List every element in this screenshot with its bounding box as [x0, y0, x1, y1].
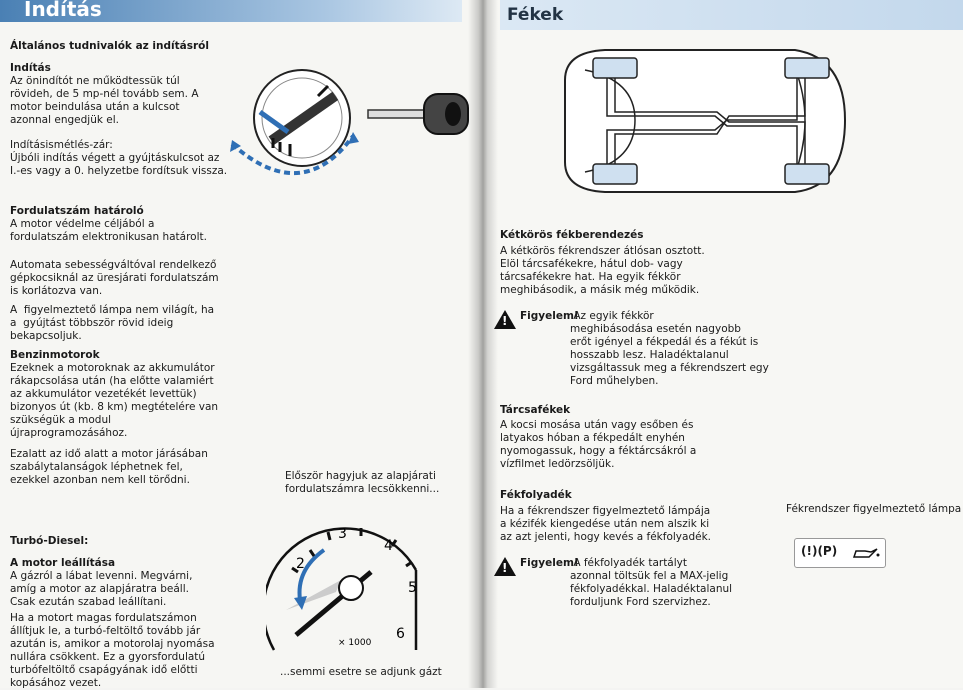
left-page-title: Indítás [24, 0, 102, 21]
section-heading: A motor leállítása [10, 557, 116, 569]
warning-text: A fékfolyadék tartályt azonnal töltsük fel a MAX-jelig fékfolyadékkal. Haladéktalanul forduljunk Ford szervizhez. [570, 557, 733, 608]
section-text: Ha a motort magas fordulatszámon állítjuk le, a turbó-feltöltő tovább jár azután is, amikor a motorolaj nyomása nullára csökkent. Ez a gyorsfordulatú turbófeltöltő csapágyának idő előtti kopásához vezet. [10, 612, 215, 689]
warning-text: Az egyik fékkör meghibásodása esetén nagyobb erőt igényel a fékpedál és a fékút is hosszabb lesz. Haladéktalanul vizsgáltassuk meg a fékrendszert egy Ford műhelyben. [570, 310, 769, 387]
right-page-title: Fékek [507, 5, 564, 25]
left-subtitle: Általános tudnivalók az indításról [10, 40, 209, 52]
tachometer-caption-top: Először hagyjuk az alapjárati fordulatszámra lecsökkenni... [285, 470, 440, 495]
tacho-unit-label: × 1000 [338, 638, 372, 648]
brake-lamp-symbol: (!)(P) [801, 544, 838, 558]
section-heading: Tárcsafékek [500, 404, 571, 416]
section-text: A motor védelme céljából a fordulatszám elektronikusan határolt. [10, 218, 207, 243]
section-text: Automata sebességváltóval rendelkező gépkocsiknál az üresjárati fordulatszám is korlátozva van. [10, 259, 219, 297]
section-text: Ha a fékrendszer figyelmeztető lámpája a kézifék kiengedése után nem alszik ki az azt jelenti, hogy kevés a fékfolyadék. [500, 505, 711, 543]
section-text: A kétkörös fékrendszer átlósan osztott. Elöl tárcsafékekre, hátul dob- vagy tárcsafékekre hat. Ha egyik fékkör meghibásodik, a másik még működik. [500, 245, 705, 296]
brake-lamp-label: Fékrendszer figyelmeztető lámpa [786, 503, 962, 515]
tacho-tick-label: 2 [296, 556, 305, 572]
tachometer-illustration [266, 510, 426, 660]
warning-heading: Figyelem! [520, 310, 579, 322]
brake-warning-lamp-icon [794, 538, 886, 568]
section-text: A figyelmeztető lámpa nem világít, ha a gyújtást többször rövid ideig bekapcsoljuk. [10, 304, 215, 342]
section-text: Ezeknek a motoroknak az akkumulátor rákapcsolása után (ha előtte valamiért az akkumulátor vezetékét levettük) bizonyos út (kb. 8 km) megtételére van szükségük a modul újraprogramozásához. [10, 362, 219, 439]
section-heading: Turbó-Diesel: [10, 535, 89, 547]
brake-circuit-diagram [545, 40, 855, 202]
tacho-tick-label: 3 [338, 526, 347, 542]
warning-triangle-icon: ! [494, 310, 516, 329]
tacho-tick-label: 4 [384, 538, 393, 554]
section-text: A kocsi mosása után vagy esőben és latyakos hóban a fékpedált enyhén nyomogassuk, hogy a féktárcsákról a vízfilmet ledörzsöljük. [500, 419, 697, 470]
right-header-bar [500, 0, 963, 30]
section-text: Ezalatt az idő alatt a motor járásában szabálytalanságok léphetnek fel, ezekkel azonban nem kell törődni. [10, 448, 208, 486]
section-heading: Fékfolyadék [500, 489, 572, 501]
ignition-key-illustration [228, 66, 478, 178]
tachometer-caption-bottom: ...semmi esetre se adjunk gázt [280, 666, 442, 678]
section-text: Az önindítót ne működtessük túl rövideh, de 5 mp-nél tovább sem. A motor beindulása után a kulcsot azonnal engedjük el. [10, 75, 199, 126]
tacho-tick-label: 5 [408, 580, 417, 596]
section-text: A gázról a lábat levenni. Megvárni, amíg a motor az alapjáratra beáll. Csak ezután szabad leállítani. [10, 570, 193, 608]
section-heading: Benzinmotorok [10, 349, 100, 361]
left-header-bar [0, 0, 462, 22]
tacho-tick-label: 6 [396, 626, 405, 642]
warning-triangle-icon: ! [494, 557, 516, 576]
warning-heading: Figyelem! [520, 557, 579, 569]
section-heading: Indítás [10, 62, 51, 74]
section-heading: Kétkörös fékberendezés [500, 229, 644, 241]
section-heading: Fordulatszám határoló [10, 205, 144, 217]
section-text: Indításismétlés-zár: Újbóli indítás végett a gyújtáskulcsot az I.-es vagy a 0. helyzetbe fordítsuk vissza. [10, 139, 228, 177]
oil-can-icon [851, 543, 881, 563]
